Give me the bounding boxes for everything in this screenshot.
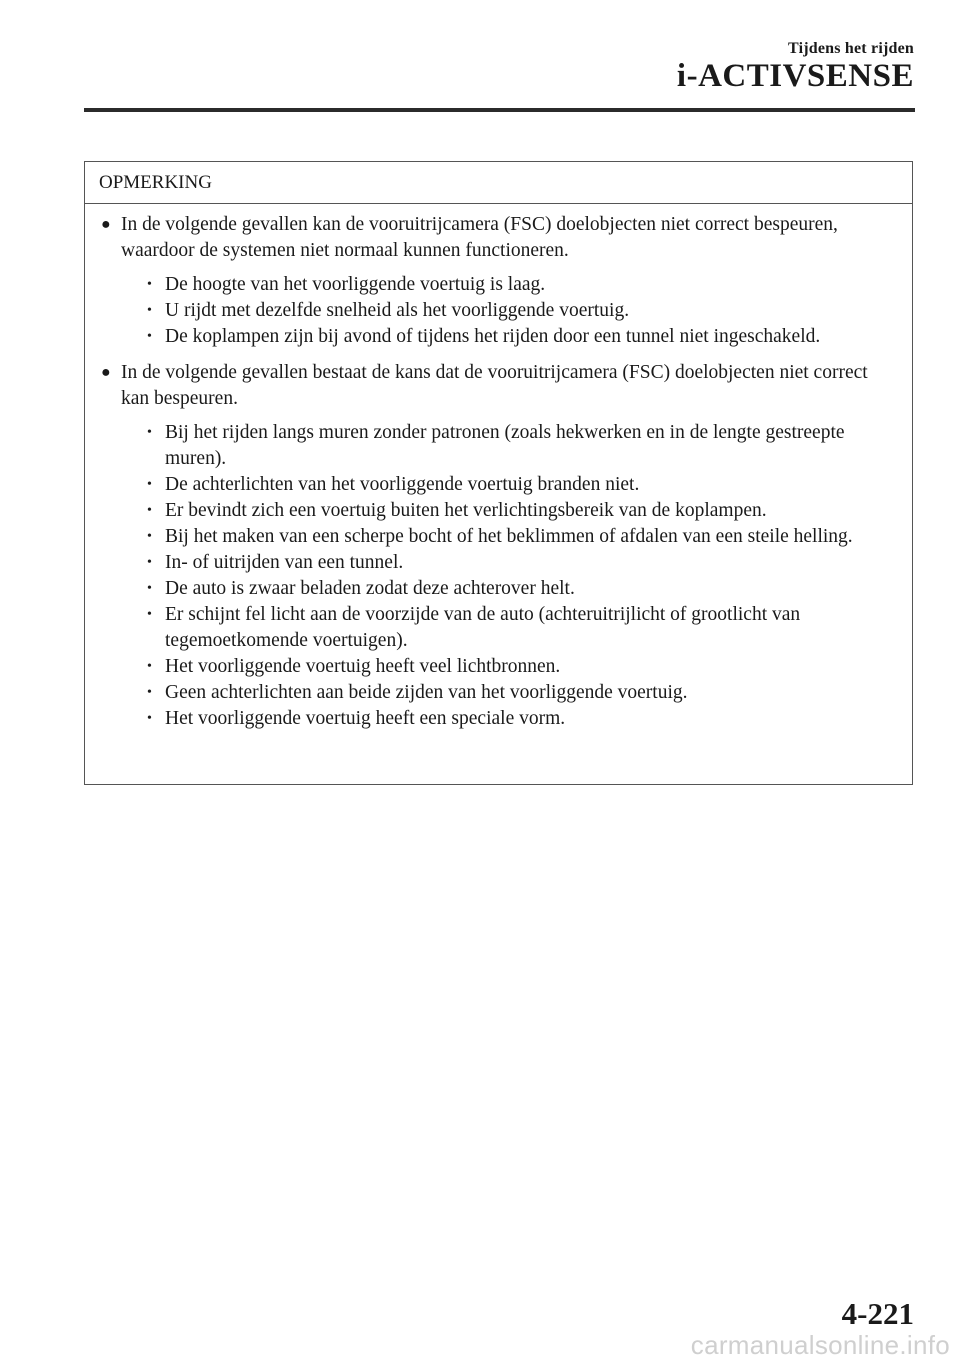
- bullet-icon: ●: [101, 216, 111, 233]
- sub-bullet-icon: •: [147, 555, 152, 570]
- sub-bullet-icon: •: [147, 529, 152, 544]
- note-subitem: [147, 324, 882, 350]
- note-subitem-text: De auto is zwaar beladen zodat deze achterover helt.: [165, 578, 575, 599]
- sub-bullet-icon: •: [147, 685, 152, 700]
- note-subitem: [147, 298, 882, 324]
- note-subitem-text: Het voorliggende voertuig heeft veel lichtbronnen.: [165, 656, 561, 677]
- note-subitem-text: Er schijnt fel licht aan de voorzijde van de auto (achteruitrijlicht of grootlicht van tegemoetkomende voertuigen).: [165, 604, 801, 651]
- note-sublist: [121, 272, 882, 350]
- header-divider: [84, 108, 915, 112]
- note-item-text: In de volgende gevallen bestaat de kans dat de vooruitrijcamera (FSC) doelobjecten niet correct kan bespeuren.: [121, 362, 868, 409]
- note-subitem-text: Er bevindt zich een voertuig buiten het verlichtingsbereik van de koplampen.: [165, 500, 767, 521]
- note-subitem-text: De hoogte van het voorliggende voertuig is laag.: [165, 274, 546, 295]
- note-subitem: [147, 524, 882, 550]
- note-subitem-text: Bij het rijden langs muren zonder patronen (zoals hekwerken en in de lengte gestreepte muren).: [165, 422, 845, 469]
- page-number: 4-221: [841, 1296, 914, 1331]
- sub-bullet-icon: •: [147, 425, 152, 440]
- note-subitem-text: U rijdt met dezelfde snelheid als het voorliggende voertuig.: [165, 300, 630, 321]
- note-subitem: [147, 472, 882, 498]
- note-subitem: [147, 498, 882, 524]
- note-subitem: [147, 680, 882, 706]
- note-subitem-text: Het voorliggende voertuig heeft een speciale vorm.: [165, 708, 566, 729]
- note-item-text: In de volgende gevallen kan de vooruitrijcamera (FSC) doelobjecten niet correct bespeuren, waardoor de systemen niet normaal kunnen functioneren.: [121, 214, 838, 261]
- note-subitem-text: Geen achterlichten aan beide zijden van het voorliggende voertuig.: [165, 682, 688, 703]
- sub-bullet-icon: •: [147, 581, 152, 596]
- note-item: [99, 360, 882, 732]
- sub-bullet-icon: •: [147, 503, 152, 518]
- chapter-title: i-ACTIVSENSE: [676, 58, 914, 94]
- note-subitem: [147, 420, 882, 472]
- note-subitem-text: De achterlichten van het voorliggende voertuig branden niet.: [165, 474, 640, 495]
- sub-bullet-icon: •: [147, 303, 152, 318]
- note-sublist: [121, 420, 882, 732]
- note-box: [84, 161, 913, 785]
- sub-bullet-icon: •: [147, 477, 152, 492]
- note-subitem: [147, 576, 882, 602]
- sub-bullet-icon: •: [147, 277, 152, 292]
- note-body: [85, 204, 912, 732]
- note-subitem: [147, 602, 882, 654]
- note-title: OPMERKING: [85, 162, 912, 204]
- watermark: carmanualsonline.info: [690, 1330, 950, 1360]
- note-subitem-text: Bij het maken van een scherpe bocht of het beklimmen of afdalen van een steile helling.: [165, 526, 853, 547]
- note-subitem: [147, 272, 882, 298]
- sub-bullet-icon: •: [147, 711, 152, 726]
- sub-bullet-icon: •: [147, 329, 152, 344]
- sub-bullet-icon: •: [147, 659, 152, 674]
- note-item: [99, 212, 882, 350]
- note-subitem: [147, 706, 882, 732]
- note-subitem: [147, 654, 882, 680]
- sub-bullet-icon: •: [147, 607, 152, 622]
- note-subitem-text: De koplampen zijn bij avond of tijdens het rijden door een tunnel niet ingeschakeld.: [165, 326, 821, 347]
- note-subitem: [147, 550, 882, 576]
- section-label: Tijdens het rijden: [788, 40, 914, 57]
- bullet-icon: ●: [101, 364, 111, 381]
- note-subitem-text: In- of uitrijden van een tunnel.: [165, 552, 404, 573]
